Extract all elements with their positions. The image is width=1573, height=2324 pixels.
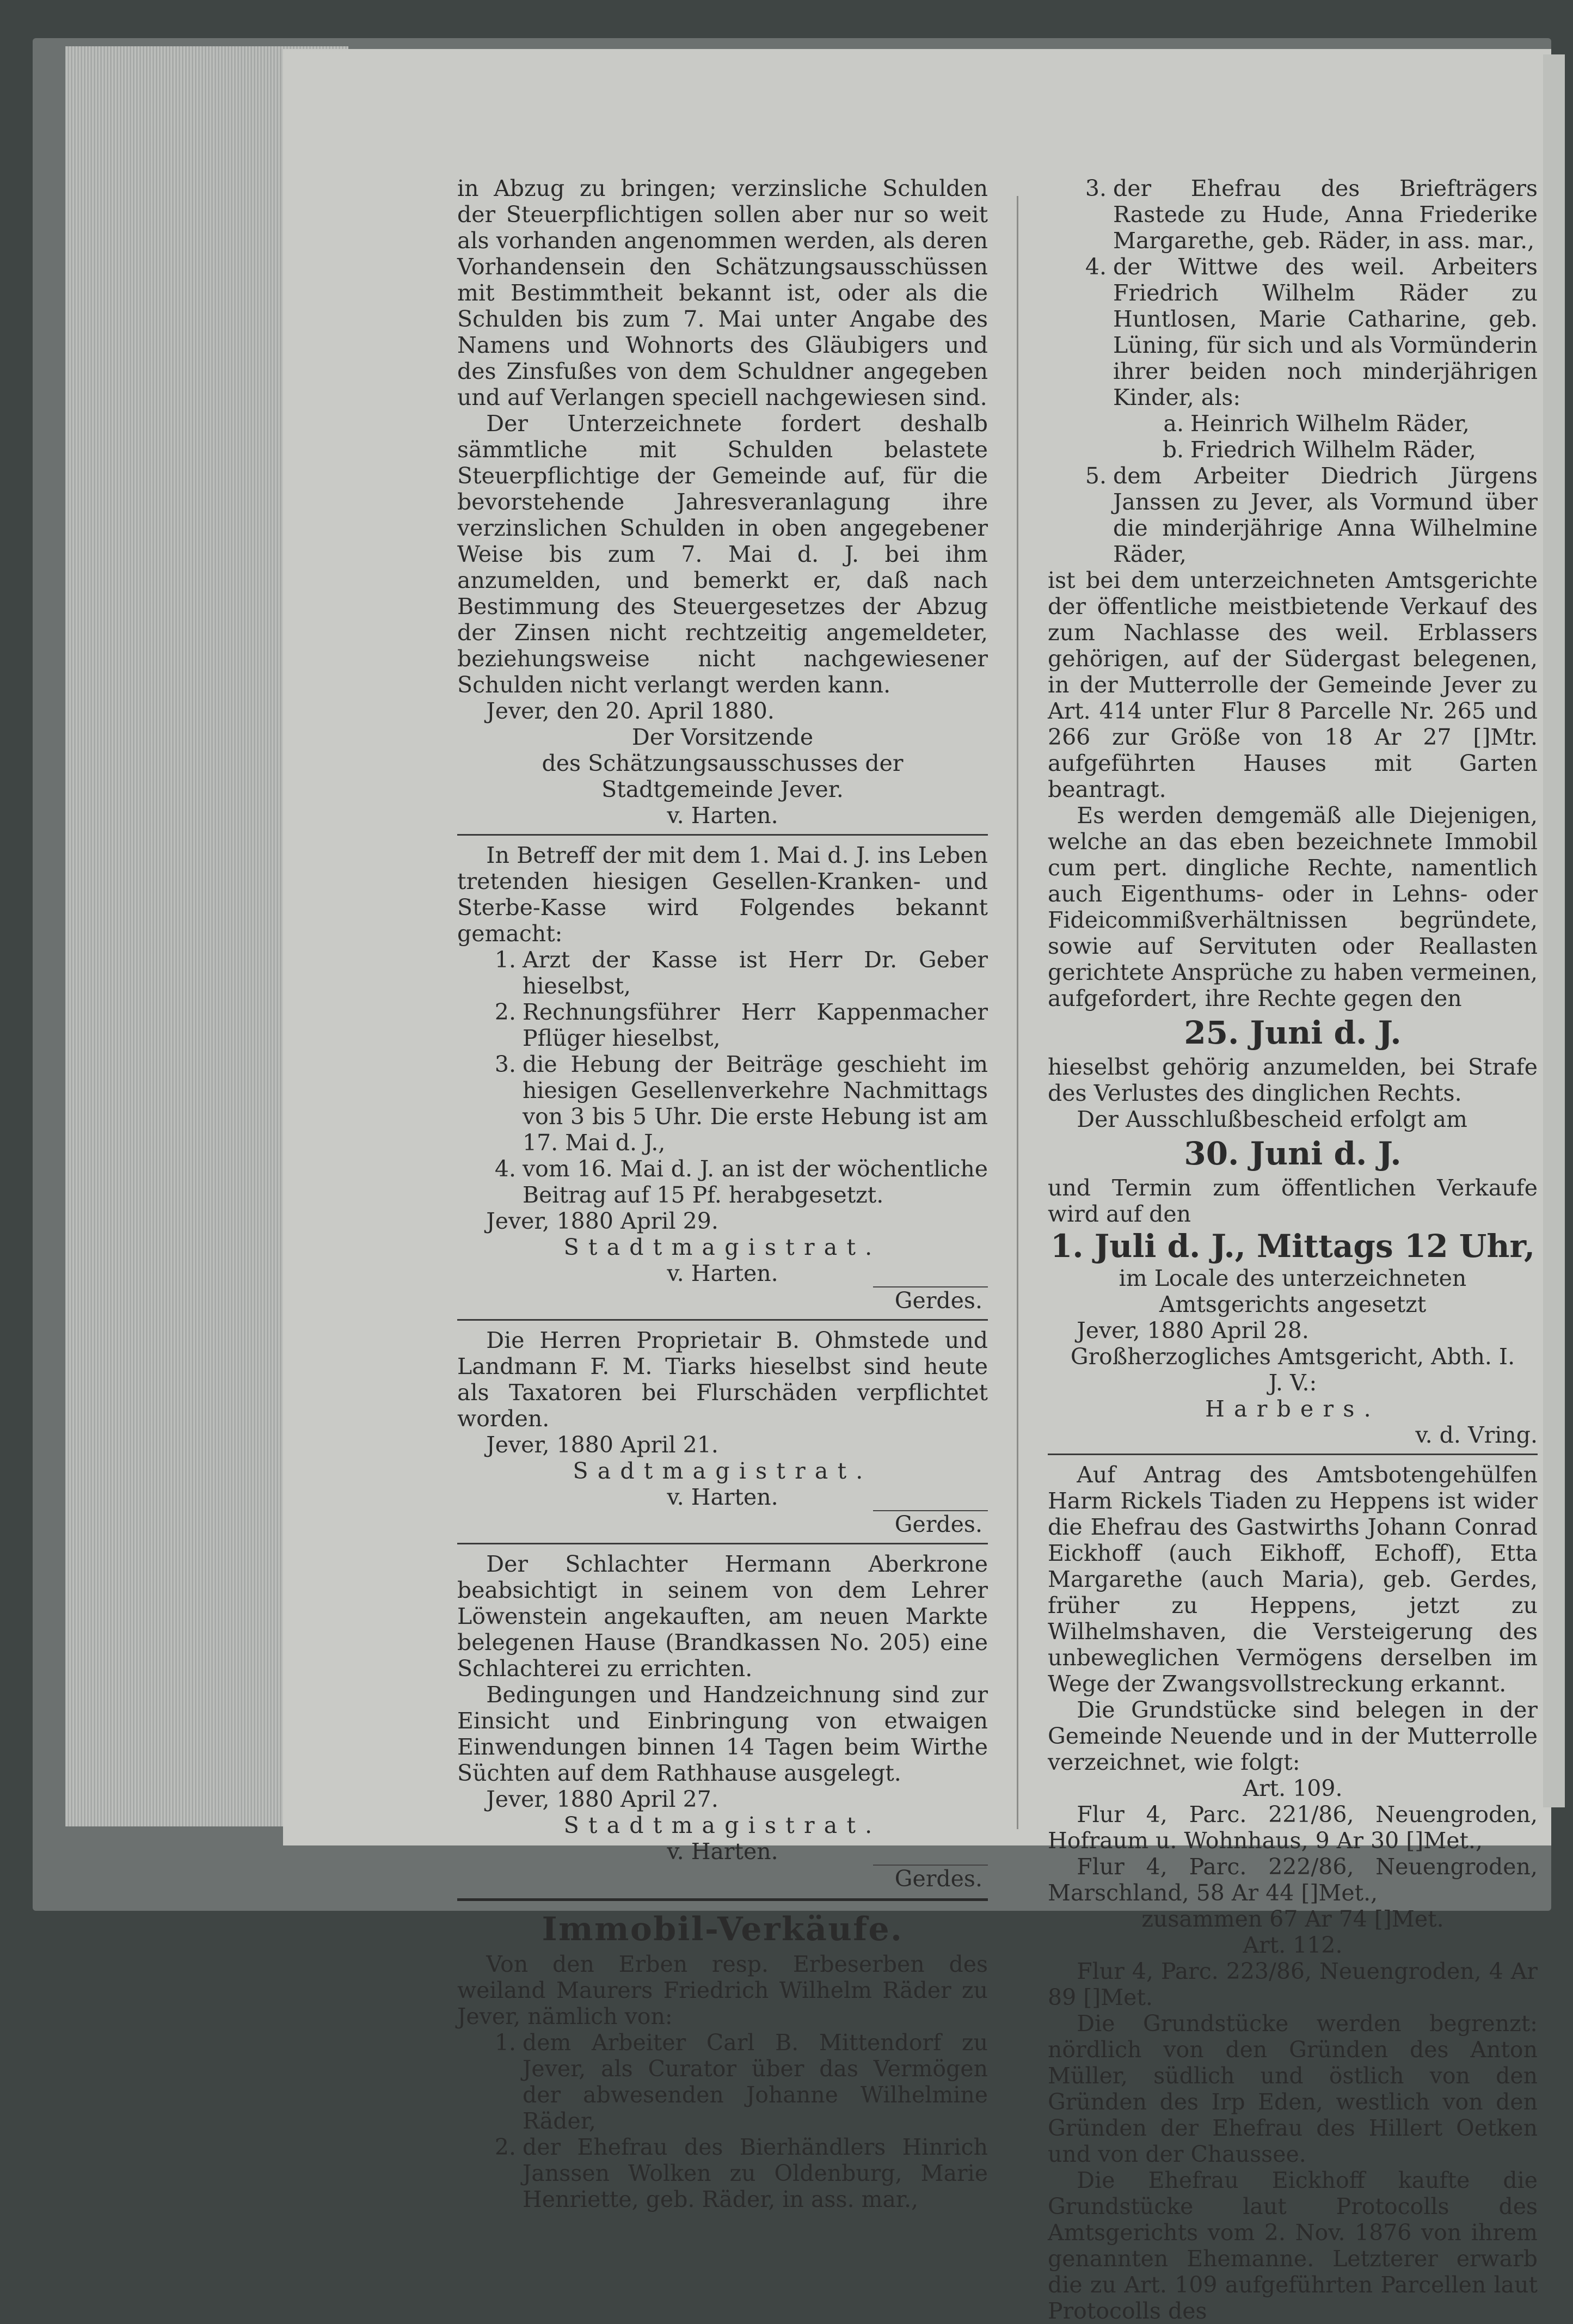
list-item: 5. dem Arbeiter Diedrich Jürgens Janssen zu Jever, als Vormund über die minderjährige Anna Wilhelmine Räder,	[1085, 463, 1538, 567]
date-headline-1: 25. Juni d. J.	[1184, 1014, 1402, 1051]
notice-kasse-org: Stadtmagistrat.	[563, 1234, 882, 1260]
notice-kasse-sig-b: Gerdes.	[873, 1286, 988, 1314]
notice-verkauf-org: Großherzogliches Amtsgericht, Abth. I.	[1070, 1344, 1515, 1370]
notice-zwang-art-2: Art. 112.	[1243, 1932, 1343, 1958]
list-item: 1. dem Arbeiter Carl B. Mittendorf zu Jever, als Curator über das Vermögen der abwesenden Johanne Wilhelmine Räder,	[494, 2029, 988, 2134]
notice-tax-org-title: Der Vorsitzende	[631, 724, 814, 750]
list-item: 2. Rechnungsführer Herr Kappenmacher Pflüger hieselbst,	[494, 999, 988, 1051]
next-page-edge	[1543, 54, 1565, 1807]
notice-verkauf-signature: v. d. Vring.	[1415, 1422, 1538, 1448]
notice-zwang-text-3: Die Grundstücke werden begrenzt: nördlich von den Gründen des Anton Müller, südlich und östlich von den Gründen des Irp Eden, westlich von den Gründen der Ehefrau des Hillert Oetken und von der Chaussee.	[1048, 2010, 1538, 2167]
notice-zwang-text-4: Die Ehefrau Eickhoff kaufte die Grundstücke laut Protocolls des Amtsgerichts vom 2. Nov. 1876 von ihrem genannten Ehemanne. Letzterer erwarb die zu Art. 109 aufgeführten Parcellen laut Protocolls des	[1048, 2167, 1538, 2324]
notice-verkauf-text-3: hieselbst gehörig anzumelden, bei Strafe des Verlustes des dinglichen Rechts.	[1048, 1054, 1538, 1106]
list-item: a. Heinrich Wilhelm Räder,	[1163, 410, 1470, 437]
divider	[1048, 1454, 1538, 1455]
notice-tax-signature: v. Harten.	[667, 802, 778, 829]
list-item: 3. der Ehefrau des Briefträgers Rastede zu Hude, Anna Friederike Margarethe, geb. Räder, in ass. mar.,	[1085, 175, 1538, 254]
notice-schlachter-text-1: Der Schlachter Hermann Aberkrone beabsichtigt in seinem von dem Lehrer Löwenstein angekauften, am neuen Markte belegenen Hause (Brandkassen No. 205) eine Schlachterei zu errichten.	[457, 1551, 988, 1682]
divider	[457, 834, 988, 836]
notice-taxatoren-org: Sadtmagistrat.	[573, 1458, 872, 1484]
list-item: 4. der Wittwe des weil. Arbeiters Friedrich Wilhelm Räder zu Huntlosen, Marie Catharine, geb. Lüning, für sich und als Vormünderin ihrer beiden noch minderjährigen Kinder, als:	[1085, 254, 1538, 410]
divider	[457, 1319, 988, 1321]
notice-zwang-text-2: Die Grundstücke sind belegen in der Gemeinde Neuende und in der Mutterrolle verzeichnet, wie folgt:	[1048, 1697, 1538, 1775]
notice-verkauf-text-6: im Locale des unterzeichneten Amtsgerichts angesetzt	[1119, 1265, 1467, 1317]
notice-zwang-flur-3: Flur 4, Parc. 223/86, Neuengroden, 4 Ar 89 []Met.	[1048, 1958, 1538, 2010]
notice-zwang-total: zusammen 67 Ar 74 []Met.	[1141, 1906, 1444, 1932]
notice-schlachter-org: Stadtmagistrat.	[563, 1812, 882, 1838]
list-item: 2. der Ehefrau des Bierhändlers Hinrich Janssen Wolken zu Oldenburg, Marie Henriette, geb. Räder, in ass. mar.,	[494, 2134, 988, 2212]
notice-verkauf-text-4: Der Ausschlußbescheid erfolgt am	[1077, 1106, 1467, 1132]
date-headline-2: 30. Juni d. J.	[1184, 1135, 1402, 1172]
notice-verkauf-text-5: und Termin zum öffentlichen Verkaufe wird auf den	[1048, 1175, 1538, 1227]
notice-schlachter-text-2: Bedingungen und Handzeichnung sind zur Einsicht und Einbringung von etwaigen Einwendungen binnen 14 Tagen beim Wirthe Süchten auf dem Rathhause ausgelegt.	[457, 1682, 988, 1786]
notice-taxatoren-text: Die Herren Proprietair B. Ohmstede und Landmann F. M. Tiarks hieselbst sind heute als Taxatoren bei Flurschäden verpflichtet worden.	[457, 1327, 988, 1432]
notice-kasse-date: Jever, 1880 April 29.	[486, 1208, 718, 1234]
section-divider	[457, 1898, 988, 1901]
notice-kasse-sig-b-wrap	[457, 1286, 988, 1314]
notice-schlachter-sig-b-wrap	[457, 1865, 988, 1892]
notice-tax-text-1: in Abzug zu bringen; verzinsliche Schulden der Steuerpflichtigen sollen aber nur so weit als vorhanden angenommen werden, als deren Vorhandensein den Schätzungsausschüssen mit Bestimmtheit bekannt ist, oder als die Schulden bis zum 7. Mai unter Angabe des Namens und Wohnorts des Gläubigers und des Zinsfußes von dem Schuldner angegeben und auf Verlangen speciell nachgewiesen sind.	[457, 175, 988, 410]
list-item: 4. vom 16. Mai d. J. an ist der wöchentliche Beitrag auf 15 Pf. herabgesetzt.	[494, 1156, 988, 1208]
notice-zwang-flur-1: Flur 4, Parc. 221/86, Neuengroden, Hofraum u. Wohnhaus, 9 Ar 30 []Met.,	[1048, 1801, 1538, 1854]
notice-kasse-intro: In Betreff der mit dem 1. Mai d. J. ins Leben tretenden hiesigen Gesellen-Kranken- und Sterbe-Kasse wird Folgendes bekannt gemacht:	[457, 842, 988, 947]
list-item: 1. Arzt der Kasse ist Herr Dr. Geber hieselbst,	[494, 947, 988, 999]
notice-taxatoren-sig-b-wrap	[457, 1510, 988, 1537]
notice-schlachter-sig-b: Gerdes.	[873, 1865, 988, 1892]
notice-zwang-text-1: Auf Antrag des Amtsbotengehülfen Harm Rickels Tiaden zu Heppens ist wider die Ehefrau des Gastwirths Johann Conrad Eickhoff (auch Eikhoff, Echoff), Etta Margarethe (auch Maria), geb. Gerdes, früher zu Heppens, jetzt zu Wilhelmshaven, die Versteigerung des unbeweglichen Vermögens derselben im Wege der Zwangsvollstreckung erkannt.	[1048, 1462, 1538, 1697]
notice-schlachter-date: Jever, 1880 April 27.	[486, 1786, 718, 1812]
notice-tax-org: des Schätzungsausschusses der Stadtgemeinde Jever.	[542, 750, 904, 802]
notice-taxatoren-date: Jever, 1880 April 21.	[486, 1432, 718, 1458]
divider	[457, 1543, 988, 1544]
notice-taxatoren-sig-b: Gerdes.	[873, 1510, 988, 1537]
left-column	[457, 175, 988, 2212]
notice-verkauf-org-name: Harbers.	[1205, 1396, 1380, 1422]
date-headline-3: 1. Juli d. J., Mittags 12 Uhr,	[1050, 1228, 1535, 1265]
notice-verkauf-text-1: ist bei dem unterzeichneten Amtsgerichte der öffentliche meistbietende Verkauf des zum Nachlasse des weil. Erblassers gehörigen, auf der Südergast belegenen, in der Mutterrolle der Gemeinde Jever zu Art. 414 unter Flur 8 Parcelle Nr. 265 und 266 zur Größe von 18 Ar 27 []Mtr. aufgeführten Hauses mit Garten beantragt.	[1048, 567, 1538, 802]
notice-schlachter-sig-a: v. Harten.	[667, 1838, 778, 1865]
notice-tax-text-2: Der Unterzeichnete fordert deshalb sämmtliche mit Schulden belastete Steuerpflichtige der Gemeinde auf, für die bevorstehende Jahresveranlagung ihre verzinslichen Schulden in oben angegebener Weise bis zum 7. Mai d. J. bei ihm anzumelden, und bemerkt er, daß nach Bestimmung des Steuergesetzes der Abzug der Zinsen nicht rechtzeitig angemeldeter, beziehungsweise nicht nachgewiesener Schulden nicht verlangt werden kann.	[457, 410, 988, 698]
notice-verkauf-intro: Von den Erben resp. Erbeserben des weiland Maurers Friedrich Wilhelm Räder zu Jever, nämlich von:	[457, 1951, 988, 2029]
list-item: b. Friedrich Wilhelm Räder,	[1162, 437, 1477, 463]
notice-verkauf-text-2: Es werden demgemäß alle Diejenigen, welche an das eben bezeichnete Immobil cum pert. dingliche Rechte, namentlich auch Eigenthums- oder in Lehns- oder Fideicommißverhältnissen begründete, sowie auf Servituten oder Reallasten gerichtete Ansprüche zu haben vermeinen, aufgefordert, ihre Rechte gegen den	[1048, 802, 1538, 1011]
right-column	[1048, 175, 1538, 2324]
list-item: 3. die Hebung der Beiträge geschieht im hiesigen Gesellenverkehre Nachmittags von 3 bis 5 Uhr. Die erste Hebung ist am 17. Mai d. J.,	[494, 1051, 988, 1156]
notice-zwang-art-1: Art. 109.	[1243, 1775, 1343, 1801]
notice-tax-date: Jever, den 20. April 1880.	[486, 698, 775, 724]
notice-taxatoren-sig-a: v. Harten.	[667, 1484, 778, 1510]
notice-verkauf-date: Jever, 1880 April 28.	[1077, 1317, 1309, 1344]
notice-verkauf-org-jv: J. V.:	[1268, 1370, 1317, 1396]
column-divider	[1017, 196, 1018, 1829]
section-title: Immobil-Verkäufe.	[542, 1910, 904, 1948]
notice-kasse-sig-a: v. Harten.	[667, 1260, 778, 1286]
notice-zwang-flur-2: Flur 4, Parc. 222/86, Neuengroden, Marschland, 58 Ar 44 []Met.,	[1048, 1854, 1538, 1906]
